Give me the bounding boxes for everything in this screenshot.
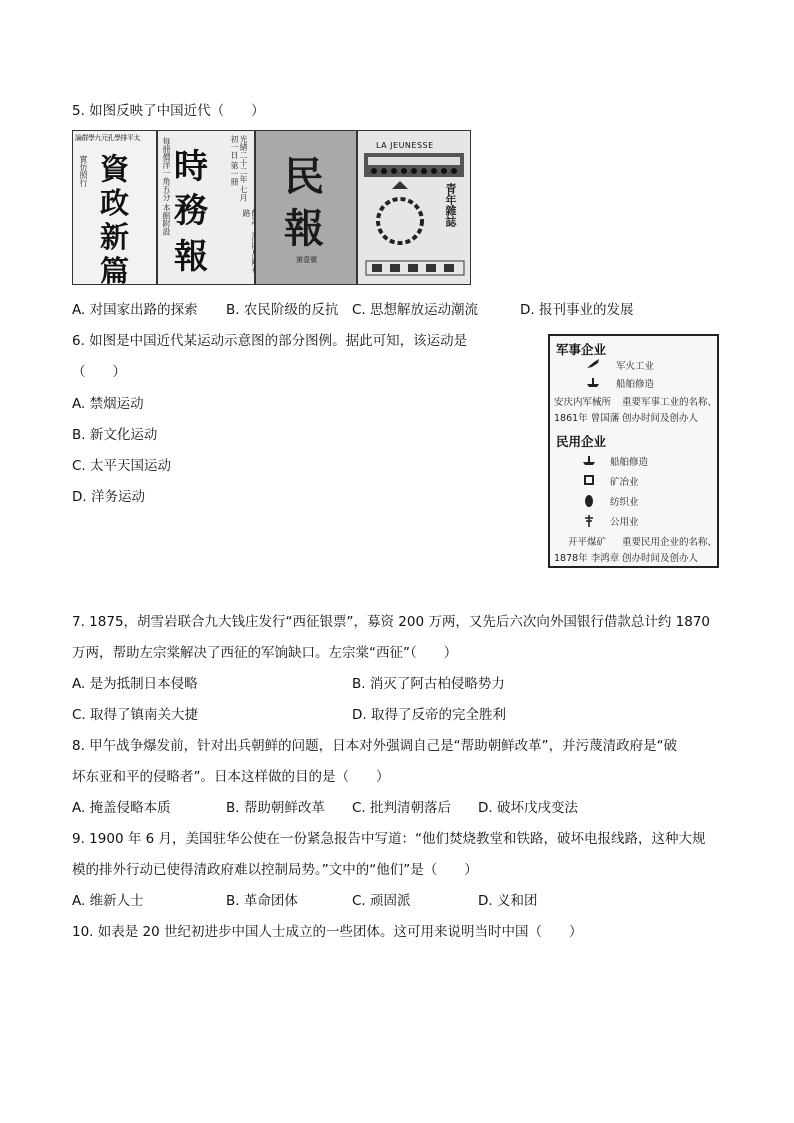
cover2-char-1: 時 <box>174 147 208 187</box>
cover1-char-3: 新 <box>100 220 130 254</box>
legend-civil-item-1: 船舶修造 <box>610 457 649 468</box>
cover-zizheng-xinpian <box>72 130 157 288</box>
q6-stem-line1: 6. 如图是中国近代某运动示意图的部分图例。据此可知，该运动是 <box>72 333 468 349</box>
weapon-icon <box>586 358 600 370</box>
legend-military-heading: 军事企业 <box>556 342 607 357</box>
cover1-char-4: 篇 <box>100 254 130 288</box>
q8-stem-line1: 8. 甲午战争爆发前，针对出兵朝鲜的问题，日本对外强调自己是“帮助朝鲜改革”，并污蔑清政府是“破 <box>72 738 678 754</box>
cover4-header: LA JEUNESSE <box>376 141 434 150</box>
legend-civil-item-3: 纺织业 <box>610 497 639 508</box>
q7-stem-line1: 7. 1875，胡雪岩联合九大钱庄发行“西征银票”，募资 200 万两，又先后六次向外国银行借款总计约 1870 <box>72 614 711 630</box>
q5-option-d: D. 报刊事业的发展 <box>520 302 634 318</box>
q7-stem-line2: 万两，帮助左宗棠解决了西征的军饷缺口。左宗棠“西征”（ ） <box>72 645 458 661</box>
q9-stem-line2: 模的排外行动已使得清政府难以控制局势。”文中的“他们”是（ ） <box>72 862 478 878</box>
q5-option-b: B. 农民阶级的反抗 <box>226 302 339 318</box>
cover1-header: 論群學九元孔學排平太 <box>75 134 140 142</box>
legend-civil-example-name: 开平煤矿 <box>568 537 607 548</box>
q8-option-d: D. 破坏戊戌变法 <box>478 800 578 816</box>
legend-military-example-desc1: 重要军事工业的名称、 <box>622 397 718 408</box>
q6-option-d: D. 洋务运动 <box>72 489 145 505</box>
legend-military-example-desc2: 创办时间及创办人 <box>622 413 699 424</box>
cover3-char-1: 民 <box>284 153 324 200</box>
q5-image-strip <box>72 130 471 288</box>
cover2-char-2: 務 <box>174 191 208 231</box>
q8-option-b: B. 帮助朝鲜改革 <box>226 800 325 816</box>
legend-military-item-1: 军火工业 <box>616 361 655 372</box>
legend-civil-heading: 民用企业 <box>556 434 607 449</box>
legend-military-example-name: 安庆内军械所 <box>554 397 612 408</box>
cover1-char-1: 資 <box>100 152 130 186</box>
legend-civil-example-desc2: 创办时间及创办人 <box>622 553 699 564</box>
ship-icon <box>582 454 596 466</box>
q9-option-a: A. 维新人士 <box>72 893 144 909</box>
utility-pole-icon <box>582 514 596 528</box>
q6-stem-line2: （ ） <box>72 364 126 380</box>
cover-shiwubao <box>157 130 255 285</box>
cover2-side-right2: 路 <box>242 209 251 217</box>
legend-military-item-2: 船舶修造 <box>616 379 655 390</box>
ship-icon <box>586 376 600 388</box>
q6-option-b: B. 新文化运动 <box>72 427 158 443</box>
cover1-char-2: 政 <box>100 186 130 220</box>
q10-stem: 10. 如表是 20 世纪初进步中国人士成立的一些团体。这可用来说明当时中国（ ） <box>72 924 583 940</box>
q8-stem-line2: 坏东亚和平的侵略者”。日本这样做的目的是（ ） <box>72 769 390 785</box>
cover2-char-3: 報 <box>174 237 208 277</box>
legend-civil-example-year: 1878年 李鸿章 <box>554 553 620 564</box>
q5-stem: 5. 如图反映了中国近代（ ） <box>72 103 265 119</box>
cover3-char-2: 報 <box>284 205 324 252</box>
cover1-side: 實仿照行 <box>79 155 88 187</box>
q6-legend-figure <box>548 334 719 568</box>
legend-civil-item-4: 公用业 <box>610 517 639 528</box>
cover3-small: 第壹號 <box>296 256 317 264</box>
q7-option-c: C. 取得了镇南关大捷 <box>72 707 199 723</box>
q5-option-c: C. 思想解放运动潮流 <box>352 302 479 318</box>
q8-option-a: A. 掩盖侵略本质 <box>72 800 171 816</box>
q9-option-d: D. 义和团 <box>478 893 538 909</box>
q9-option-b: B. 革命团体 <box>226 893 298 909</box>
cover2-side-left: 每冊價洋一角五分 本館附設 <box>162 137 171 236</box>
q8-option-c: C. 批判清朝落后 <box>352 800 452 816</box>
q7-option-b: B. 消灭了阿古柏侵略势力 <box>352 676 505 692</box>
cover-minbao <box>255 130 357 285</box>
cover-qingnian-zazhi <box>357 130 471 285</box>
spindle-icon <box>582 494 596 508</box>
legend-military-example-year: 1861年 曾国藩 <box>554 413 620 424</box>
legend-civil-item-2: 矿冶业 <box>610 477 639 488</box>
mine-icon <box>582 474 596 486</box>
q9-option-c: C. 顽固派 <box>352 893 411 909</box>
q7-option-a: A. 是为抵制日本侵略 <box>72 676 198 692</box>
q7-option-d: D. 取得了反帝的完全胜利 <box>352 707 506 723</box>
cover2-side-right: 光緒二十二年 七月初一日 第一冊 <box>230 135 248 202</box>
q6-option-c: C. 太平天国运动 <box>72 458 172 474</box>
legend-civil-example-desc1: 重要民用企业的名称、 <box>622 537 718 548</box>
q5-option-a: A. 对国家出路的探索 <box>72 302 198 318</box>
q6-option-a: A. 禁烟运动 <box>72 396 144 412</box>
cover4-side: 青年雜誌 <box>444 183 457 227</box>
q9-stem-line1: 9. 1900 年 6 月，美国驻华公使在一份紧急报告中写道：“他们焚烧教堂和铁路，破坏电报线路，这种大规 <box>72 831 706 847</box>
